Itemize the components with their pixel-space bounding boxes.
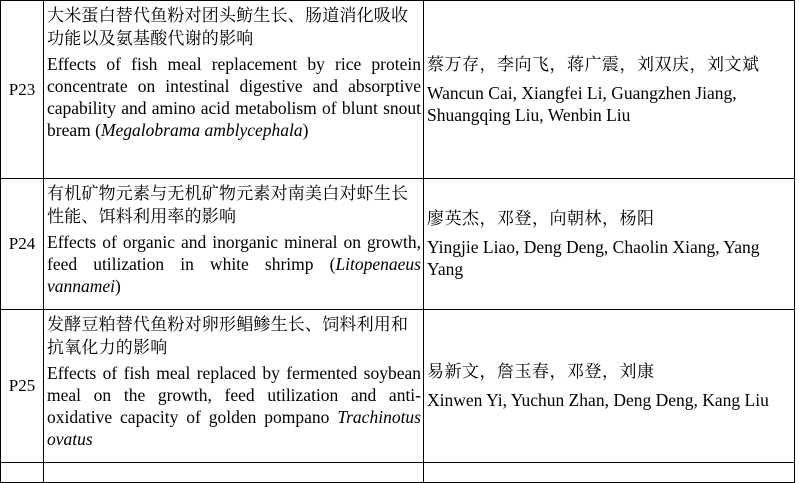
title-english-text: Effects of organic and inorganic mineral on growth, feed utilization in white shrimp ( — [47, 232, 421, 274]
authors-cell — [424, 179, 795, 310]
title-chinese: 有机矿物元素与无机矿物元素对南美白对虾生长性能、饵料利用率的影响 — [47, 184, 409, 227]
authors-english: Wancun Cai, Xiangfei Li, Guangzhen Jiang, Shuangqing Liu, Wenbin Liu — [427, 82, 737, 125]
table-row — [1, 310, 795, 463]
authors-cell — [424, 1, 795, 179]
authors-english: Xinwen Yi, Yuchun Zhan, Deng Deng, Kang Liu — [427, 390, 769, 410]
title-english — [47, 231, 421, 297]
title-chinese: 发酵豆粕替代鱼粉对卵形鲳鲹生长、饲料利用和抗氧化力的影响 — [47, 315, 409, 358]
poster-code: P23 — [1, 1, 44, 179]
species-name: Megalobrama amblycephala — [100, 120, 303, 140]
authors-chinese: 廖英杰，邓登，向朝林，杨阳 — [427, 209, 655, 229]
table-row — [1, 179, 795, 310]
title-english-text: Effects of fish meal replaced by fermented soybean meal on the growth, feed utilization and anti-oxidative capacity of golden pompano — [47, 363, 421, 427]
title-english — [47, 362, 421, 450]
poster-code: P24 — [1, 179, 44, 310]
title-english-tail: ) — [115, 276, 121, 296]
table-row — [1, 1, 795, 179]
authors-english: Yingjie Liao, Deng Deng, Chaolin Xiang, Yang Yang — [427, 237, 760, 279]
title-english — [47, 53, 421, 141]
authors-chinese: 易新文，詹玉春，邓登，刘康 — [427, 362, 655, 382]
species-name: Trachinotus ovatus — [47, 407, 421, 449]
authors-cell — [424, 310, 795, 463]
poster-code: P25 — [1, 310, 44, 463]
species-name: Litopenaeus vannamei — [47, 254, 421, 296]
title-english-tail: ) — [302, 120, 309, 140]
authors-chinese: 蔡万存，李向飞，蒋广震，刘双庆，刘文斌 — [427, 54, 760, 75]
title-english-text: Effects of fish meal replacement by rice protein concentrate on intestinal digestive and absorptive capability and amino acid metabolism of blunt snout bream ( — [47, 54, 421, 140]
title-cell — [44, 1, 424, 179]
title-chinese: 大米蛋白替代鱼粉对团头鲂生长、肠道消化吸收功能以及氨基酸代谢的影响 — [47, 6, 409, 49]
title-cell — [44, 179, 424, 310]
title-cell — [44, 310, 424, 463]
